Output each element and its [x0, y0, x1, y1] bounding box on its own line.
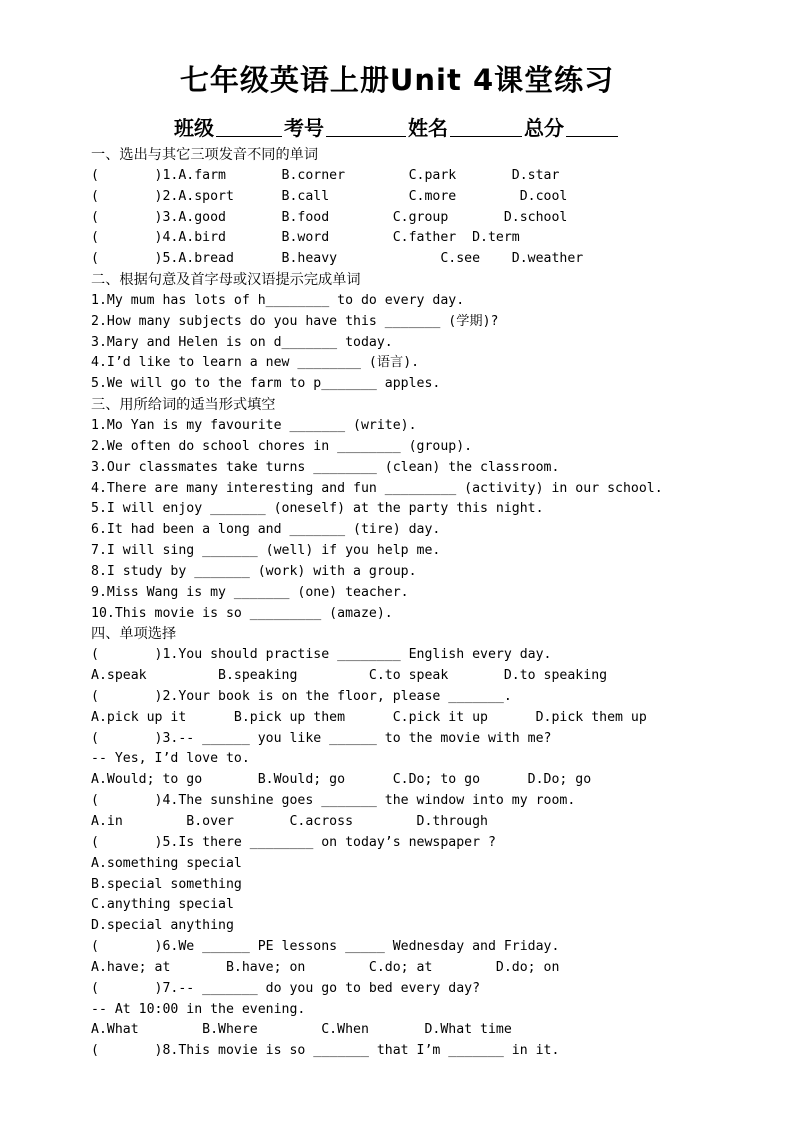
- exercise-line: 4.There are many interesting and fun _________ (activity) in our school.: [91, 480, 663, 496]
- student-info-row: [0, 112, 794, 141]
- exercise-line: 8.I study by _______ (work) with a group.: [91, 563, 417, 579]
- exercise-line: 9.Miss Wang is my _______ (one) teacher.: [91, 584, 409, 600]
- exam-number-label: 考号: [284, 116, 324, 140]
- exercise-line: 1.Mo Yan is my favourite _______ (write).: [91, 417, 417, 433]
- exercise-line: ( )4.A.bird B.word C.father D.term: [91, 230, 520, 246]
- exercise-line: ( )1.You should practise ________ English every day.: [91, 647, 552, 663]
- exercise-line: 3.Mary and Helen is on d_______ today.: [91, 334, 393, 350]
- exercise-line: -- Yes, I’d love to.: [91, 751, 250, 767]
- exercise-line: 1.My mum has lots of h________ to do every day.: [91, 292, 465, 308]
- total-score-label: 总分: [524, 116, 564, 140]
- exercise-line: A.something special: [91, 855, 242, 871]
- exercise-line: D.special anything: [91, 918, 234, 934]
- exercise-line: 5.I will enjoy _______ (oneself) at the party this night.: [91, 501, 544, 517]
- exercise-line: A.speak B.speaking C.to speak D.to speaking: [91, 668, 608, 684]
- section-heading: 一、选出与其它三项发音不同的单词: [91, 147, 319, 163]
- exercise-line: A.pick up it B.pick up them C.pick it up D.pick them up: [91, 709, 647, 725]
- exercise-line: B.special something: [91, 876, 242, 892]
- exercise-line: ( )2.A.sport B.call C.more D.cool: [91, 188, 568, 204]
- exercise-line: 5.We will go to the farm to p_______ apples.: [91, 376, 441, 392]
- exercise-line: ( )3.A.good B.food C.group D.school: [91, 209, 568, 225]
- exercise-line: 6.It had been a long and _______ (tire) day.: [91, 522, 441, 538]
- total-score-blank[interactable]: [566, 118, 618, 137]
- section-heading: 二、根据句意及首字母或汉语提示完成单词: [91, 272, 361, 289]
- exercise-body: [91, 145, 771, 1062]
- class-label: 班级: [174, 116, 214, 140]
- exercise-line: A.in B.over C.across D.through: [91, 814, 488, 829]
- exercise-line: 7.I will sing _______ (well) if you help me.: [91, 543, 441, 559]
- exam-number-blank[interactable]: [326, 118, 406, 137]
- exercise-line: ( )5.Is there ________ on today’s newspaper ?: [91, 834, 496, 850]
- exercise-line: A.have; at B.have; on C.do; at D.do; on: [91, 959, 560, 975]
- exercise-line: ( )2.Your book is on the floor, please _______.: [91, 688, 512, 704]
- name-label: 姓名: [408, 116, 448, 140]
- exercise-line: ( )1.A.farm B.corner C.park D.star: [91, 167, 560, 183]
- section-heading: 三、用所给词的适当形式填空: [91, 397, 276, 414]
- exercise-line: A.What B.Where C.When D.What time: [91, 1022, 512, 1038]
- exercise-line: ( )3.-- ______ you like ______ to the movie with me?: [91, 730, 552, 746]
- exercise-line: 4.I’d like to learn a new ________ (语言).: [91, 355, 420, 371]
- exercise-line: ( )6.We ______ PE lessons _____ Wednesday and Friday.: [91, 939, 560, 955]
- exercise-line: ( )8.This movie is so _______ that I’m _______ in it.: [91, 1043, 560, 1059]
- exercise-line: ( )4.The sunshine goes _______ the window into my room.: [91, 793, 576, 809]
- exercise-line: 3.Our classmates take turns ________ (clean) the classroom.: [91, 459, 560, 475]
- exercise-line: C.anything special: [91, 897, 234, 913]
- exercise-line: -- At 10:00 in the evening.: [91, 1001, 306, 1017]
- exercise-line: 2.We often do school chores in ________ (group).: [91, 438, 473, 454]
- exercise-line: 10.This movie is so _________ (amaze).: [91, 605, 393, 621]
- name-blank[interactable]: [450, 118, 522, 137]
- section-heading: 四、单项选择: [91, 626, 177, 643]
- class-blank[interactable]: [216, 118, 282, 137]
- exercise-line: 2.How many subjects do you have this _______ (学期)?: [91, 313, 499, 329]
- exercise-line: ( )7.-- _______ do you go to bed every day?: [91, 980, 481, 996]
- page-title: 七年级英语上册Unit 4课堂练习: [179, 63, 615, 97]
- exercise-line: ( )5.A.bread B.heavy C.see D.weather: [91, 251, 584, 267]
- exercise-line: A.Would; to go B.Would; go C.Do; to go D.Do; go: [91, 772, 592, 788]
